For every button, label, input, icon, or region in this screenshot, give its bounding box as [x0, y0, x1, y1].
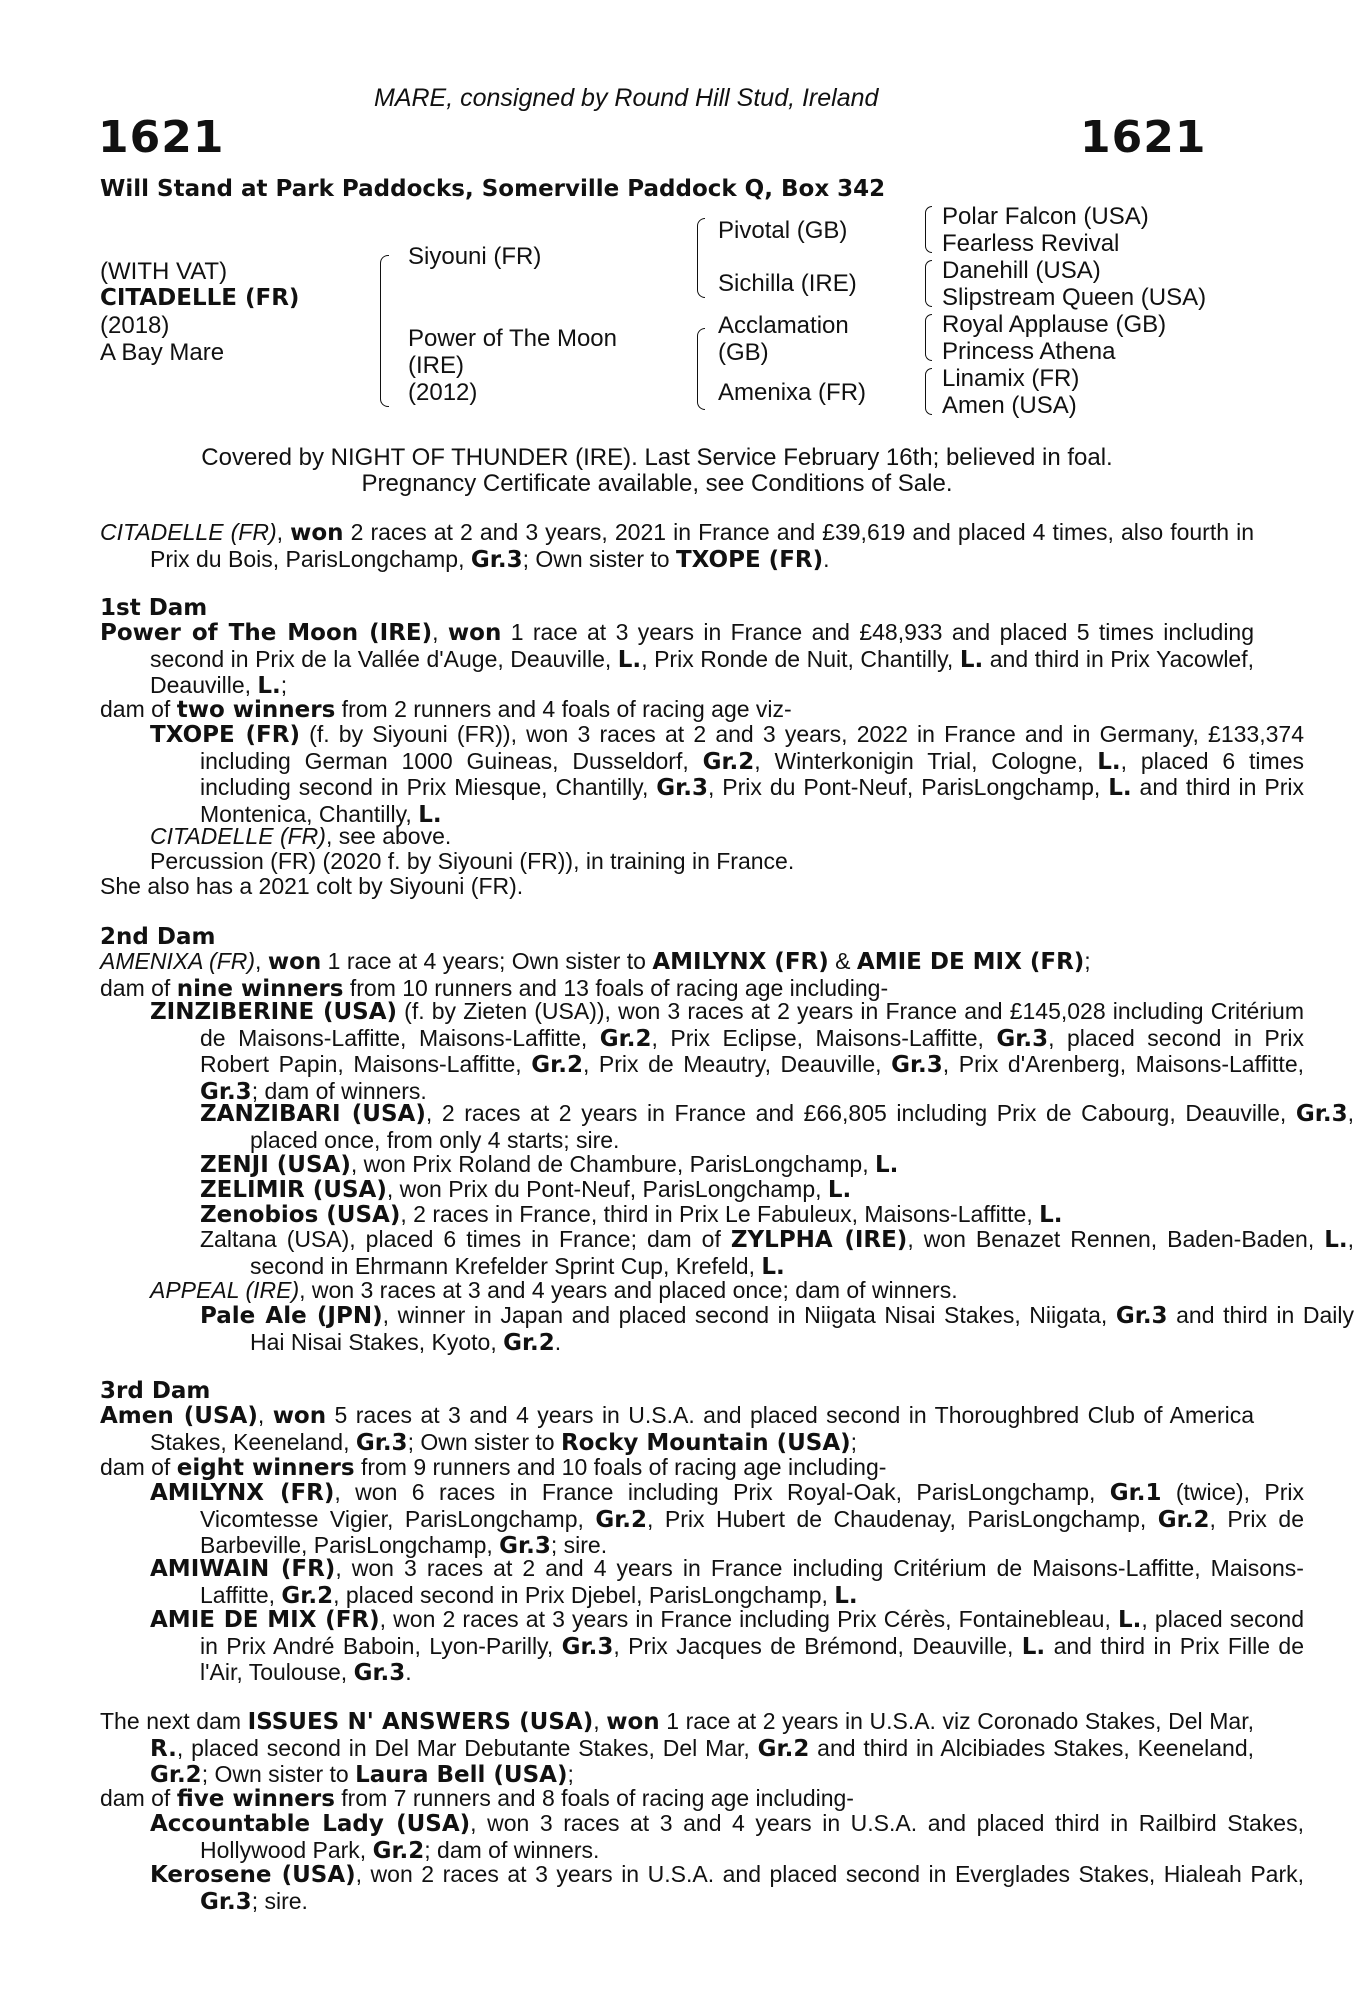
produce-colt: She also has a 2021 colt by Siyouni (FR).: [100, 873, 524, 899]
produce-zinziberine: ZINZIBERINE (USA) (f. by Zieten (USA)), won 3 races at 2 years in France and £145,028 including Critérium de Maisons-Laffitte, Maisons-Laffitte, Gr.2, Prix Eclipse, Maisons-Laffitte, Gr.3, placed second in Prix Robert Papin, Maisons-Laffitte, Gr.2, Prix de Meautry, Deauville, Gr.3, Prix d'Arenberg, Maisons-Laffitte, Gr.3; dam of winners.: [150, 998, 1305, 1105]
horse-performance: CITADELLE (FR), won 2 races at 2 and 3 years, 2021 in France and £39,619 and placed 4 times, also fourth in Prix du Bois, ParisLongchamp, Gr.3; Own sister to TXOPE (FR).: [100, 519, 1254, 573]
produce-amiwain: AMIWAIN (FR), won 3 races at 2 and 4 years in France including Critérium de Maisons-Laffitte, Maisons-Laffitte, Gr.2, placed second in Prix Djebel, ParisLongchamp, L.: [150, 1555, 1304, 1609]
ss-dam: Fearless Revival: [942, 230, 1120, 257]
covered-line1: Covered by NIGHT OF THUNDER (IRE). Last Service February 16th; believed in foal.: [201, 444, 1113, 471]
dam-dam: Amenixa (FR): [718, 379, 867, 406]
lot-number-right: 1621: [1080, 112, 1207, 163]
sd-dam: Slipstream Queen (USA): [942, 284, 1207, 311]
pedigree-brace-main: [380, 255, 389, 407]
pedigree-brace-sire: [697, 218, 705, 298]
stand-location: Will Stand at Park Paddocks, Somerville Paddock Q, Box 342: [100, 176, 886, 202]
produce-appeal: APPEAL (IRE), won 3 races at 3 and 4 years and placed once; dam of winners.: [150, 1277, 958, 1303]
pedigree-brace-sd: [925, 260, 932, 307]
ds-sire: Royal Applause (GB): [942, 311, 1167, 338]
ds-dam: Princess Athena: [942, 338, 1116, 365]
dd-sire: Linamix (FR): [942, 365, 1080, 392]
ss-sire: Polar Falcon (USA): [942, 203, 1149, 230]
first-dam-heading: 1st Dam: [100, 595, 208, 621]
lot-number-left: 1621: [98, 112, 225, 163]
pedigree-brace-dd: [925, 368, 932, 415]
sire-sire: Pivotal (GB): [718, 217, 848, 244]
dam-name-line3: (2012): [408, 379, 478, 406]
third-dam-record: Amen (USA), won 5 races at 3 and 4 years in U.S.A. and placed second in Thoroughbred Club of America Stakes, Keeneland, Gr.3; Own sister to Rocky Mountain (USA);: [100, 1402, 1255, 1456]
vat-label: (WITH VAT): [100, 258, 228, 285]
produce-accountable-lady: Accountable Lady (USA), won 3 races at 3 and 4 years in U.S.A. and placed third in Railbird Stakes, Hollywood Park, Gr.2; dam of winners.: [150, 1810, 1304, 1864]
second-dam-heading: 2nd Dam: [100, 924, 216, 950]
next-dam-record: The next dam ISSUES N' ANSWERS (USA), won 1 race at 2 years in U.S.A. viz Coronado Stakes, Del Mar, R., placed second in Del Mar Debutante Stakes, Del Mar, Gr.2 and third in Alcibiades Stakes, Keeneland, Gr.2; Own sister to Laura Bell (USA);: [100, 1708, 1254, 1788]
consignment-line: MARE, consigned by Round Hill Stud, Ireland: [374, 84, 879, 112]
horse-year: (2018): [100, 312, 170, 339]
next-dam-produce-summary: dam of five winners from 7 runners and 8 foals of racing age including-: [100, 1785, 854, 1812]
produce-amilynx: AMILYNX (FR), won 6 races in France including Prix Royal-Oak, ParisLongchamp, Gr.1 (twice), Prix Vicomtesse Vigier, ParisLongchamp, Gr.2, Prix Hubert de Chaudenay, ParisLongchamp, Gr.2, Prix de Barbeville, ParisLongchamp, Gr.3; sire.: [150, 1479, 1304, 1559]
pedigree-brace-dam: [697, 328, 705, 410]
produce-zelimir: ZELIMIR (USA), won Prix du Pont-Neuf, ParisLongchamp, L.: [200, 1176, 852, 1203]
produce-citadelle: CITADELLE (FR), see above.: [150, 823, 452, 849]
horse-name: CITADELLE (FR): [100, 285, 300, 311]
sire-name: Siyouni (FR): [408, 243, 542, 270]
produce-kerosene: Kerosene (USA), won 2 races at 3 years in U.S.A. and placed second in Everglades Stakes, Hialeah Park, Gr.3; sire.: [150, 1861, 1304, 1915]
covered-line2: Pregnancy Certificate available, see Conditions of Sale.: [361, 470, 953, 497]
dam-sire-line2: (GB): [718, 339, 769, 366]
produce-pale-ale: Pale Ale (JPN), winner in Japan and placed second in Niigata Nisai Stakes, Niigata, Gr.3 and third in Daily Hai Nisai Stakes, Kyoto, Gr.2.: [200, 1302, 1354, 1356]
third-dam-produce-summary: dam of eight winners from 9 runners and 10 foals of racing age including-: [100, 1454, 887, 1481]
produce-zenji: ZENJI (USA), won Prix Roland de Chambure, ParisLongchamp, L.: [200, 1151, 899, 1178]
dam-sire-line1: Acclamation: [718, 312, 849, 339]
dam-name-line1: Power of The Moon: [408, 325, 618, 352]
first-dam-record: Power of The Moon (IRE), won 1 race at 3 years in France and £48,933 and placed 5 times including second in Prix de la Vallée d'Auge, Deauville, L., Prix Ronde de Nuit, Chantilly, L. and third in Prix Yacowlef, Deauville, L.;: [100, 619, 1255, 699]
produce-zanzibari: ZANZIBARI (USA), 2 races at 2 years in France and £66,805 including Prix de Cabourg, Deauville, Gr.3, placed once, from only 4 starts; sire.: [200, 1100, 1354, 1153]
produce-amie-de-mix: AMIE DE MIX (FR), won 2 races at 3 years in France including Prix Cérès, Fontainebleau, L., placed second in Prix André Baboin, Lyon-Parilly, Gr.3, Prix Jacques de Brémond, Deauville, L. and third in Prix Fille de l'Air, Toulouse, Gr.3.: [150, 1606, 1305, 1686]
pedigree-brace-ss: [925, 206, 932, 253]
produce-percussion: Percussion (FR) (2020 f. by Siyouni (FR)), in training in France.: [150, 848, 795, 874]
first-dam-produce-summary: dam of two winners from 2 runners and 4 foals of racing age viz-: [100, 696, 792, 723]
second-dam-record: AMENIXA (FR), won 1 race at 4 years; Own sister to AMILYNX (FR) & AMIE DE MIX (FR); dam of nine winners from 10 runners and 13 foals of racing age including-: [100, 948, 1091, 1002]
produce-zaltana: Zaltana (USA), placed 6 times in France; dam of ZYLPHA (IRE), won Benazet Rennen, Baden-Baden, L., second in Ehrmann Krefelder Sprint Cup, Krefeld, L.: [200, 1226, 1354, 1280]
produce-zenobios: Zenobios (USA), 2 races in France, third in Prix Le Fabuleux, Maisons-Laffitte, L.: [200, 1201, 1063, 1228]
pedigree-brace-ds: [925, 314, 932, 361]
sire-dam: Sichilla (IRE): [718, 270, 857, 297]
third-dam-heading: 3rd Dam: [100, 1378, 211, 1404]
produce-txope: TXOPE (FR) (f. by Siyouni (FR)), won 3 races at 2 and 3 years, 2022 in France and in Germany, £133,374 including German 1000 Guineas, Dusseldorf, Gr.2, Winterkonigin Trial, Cologne, L., placed 6 times including second in Prix Miesque, Chantilly, Gr.3, Prix du Pont-Neuf, ParisLongchamp, L. and third in Prix Montenica, Chantilly, L.: [150, 721, 1304, 828]
horse-description: A Bay Mare: [100, 339, 225, 366]
dd-dam: Amen (USA): [942, 392, 1077, 419]
sd-sire: Danehill (USA): [942, 257, 1101, 284]
dam-name-line2: (IRE): [408, 352, 464, 379]
